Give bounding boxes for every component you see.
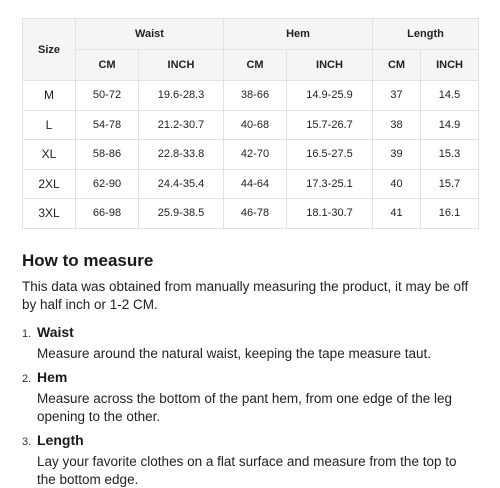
- table-cell: 14.9-25.9: [287, 81, 373, 111]
- length-group-header: Length: [373, 19, 479, 50]
- table-cell: 50-72: [76, 81, 139, 111]
- table-cell: 62-90: [76, 169, 139, 199]
- measure-steps-list: [22, 324, 478, 488]
- step-description: Measure around the natural waist, keeping the tape measure taut.: [37, 345, 431, 361]
- how-to-measure-heading: How to measure: [22, 250, 154, 270]
- table-cell: 38-66: [224, 81, 287, 111]
- step-description: Measure across the bottom of the pant hem, from one edge of the leg opening to the other.: [37, 390, 452, 424]
- step-number: 2.: [22, 372, 32, 385]
- table-cell: 42-70: [224, 140, 287, 170]
- unit-header: INCH: [421, 50, 479, 81]
- table-cell: 16.1: [421, 199, 479, 229]
- unit-header: INCH: [139, 50, 224, 81]
- size-column-header: Size: [23, 19, 76, 81]
- table-cell: 15.3: [421, 140, 479, 170]
- measure-intro-text: This data was obtained from manually measuring the product, it may be off by half inch or 1-2 CM.: [22, 278, 469, 312]
- size-cell: XL: [23, 140, 76, 170]
- table-row: [23, 199, 479, 229]
- step-title: Length: [37, 431, 84, 448]
- size-cell: 3XL: [23, 199, 76, 229]
- table-cell: 40-68: [224, 110, 287, 140]
- table-cell: 14.9: [421, 110, 479, 140]
- table-cell: 18.1-30.7: [287, 199, 373, 229]
- table-cell: 46-78: [224, 199, 287, 229]
- size-cell: 2XL: [23, 169, 76, 199]
- table-cell: 41: [373, 199, 421, 229]
- table-cell: 16.5-27.5: [287, 140, 373, 170]
- table-cell: 37: [373, 81, 421, 111]
- table-row: [23, 110, 479, 140]
- table-cell: 15.7: [421, 169, 479, 199]
- list-item: [22, 324, 478, 363]
- unit-header: CM: [76, 50, 139, 81]
- table-cell: 38: [373, 110, 421, 140]
- table-row: [23, 81, 479, 111]
- table-cell: 54-78: [76, 110, 139, 140]
- table-cell: 17.3-25.1: [287, 169, 373, 199]
- table-cell: 21.2-30.7: [139, 110, 224, 140]
- step-title: Hem: [37, 368, 68, 385]
- table-cell: 24.4-35.4: [139, 169, 224, 199]
- step-number: 3.: [22, 435, 32, 448]
- step-title: Waist: [37, 323, 74, 340]
- list-item: [22, 432, 478, 488]
- table-cell: 44-64: [224, 169, 287, 199]
- size-chart-table: [22, 18, 479, 229]
- table-cell: 25.9-38.5: [139, 199, 224, 229]
- table-cell: 22.8-33.8: [139, 140, 224, 170]
- table-row: [23, 140, 479, 170]
- table-cell: 19.6-28.3: [139, 81, 224, 111]
- table-cell: 66-98: [76, 199, 139, 229]
- table-cell: 40: [373, 169, 421, 199]
- table-cell: 14.5: [421, 81, 479, 111]
- table-cell: 58-86: [76, 140, 139, 170]
- table-row: [23, 169, 479, 199]
- step-number: 1.: [22, 327, 32, 340]
- unit-header: CM: [373, 50, 421, 81]
- table-cell: 15.7-26.7: [287, 110, 373, 140]
- unit-header: INCH: [287, 50, 373, 81]
- size-cell: L: [23, 110, 76, 140]
- size-cell: M: [23, 81, 76, 111]
- list-item: [22, 369, 478, 426]
- waist-group-header: Waist: [76, 19, 224, 50]
- unit-header: CM: [224, 50, 287, 81]
- table-cell: 39: [373, 140, 421, 170]
- step-description: Lay your favorite clothes on a flat surface and measure from the top to the bottom edge.: [37, 453, 457, 487]
- hem-group-header: Hem: [224, 19, 373, 50]
